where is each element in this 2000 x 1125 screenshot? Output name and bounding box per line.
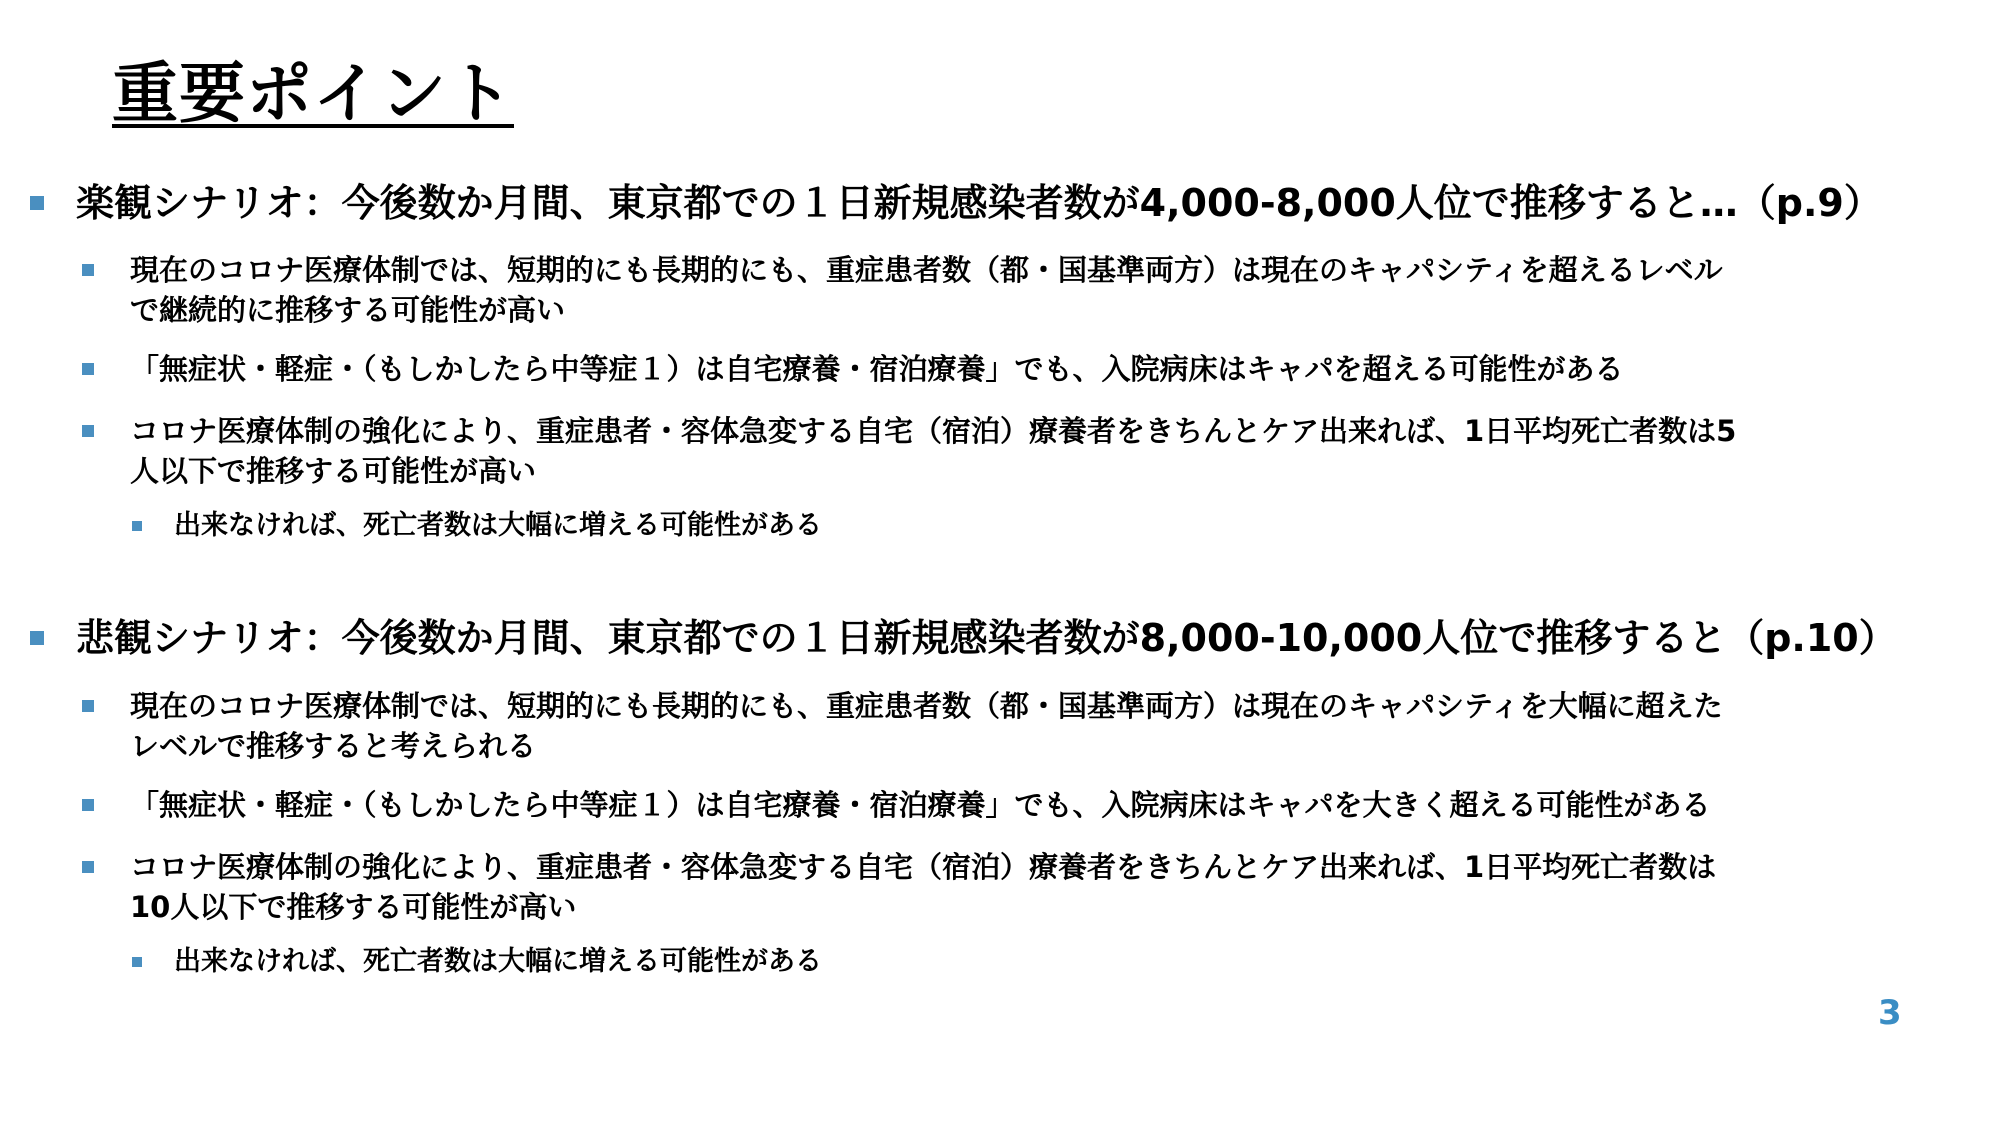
slide-title: 重要ポイント: [112, 55, 514, 132]
bullet-square-icon: [82, 425, 94, 437]
bullet-square-icon: [82, 799, 94, 811]
pessimistic-point-2: 「無症状・軽症・（もしかしたら中等症１）は自宅療養・宿泊療養」でも、入院病床はキャパを大きく超える可能性がある: [130, 788, 1711, 822]
pessimistic-point-1-line-2: レベルで推移すると考えられる: [130, 729, 537, 763]
optimistic-point-3-line-2: 人以下で推移する可能性が高い: [130, 454, 537, 488]
optimistic-point-3-line-1: コロナ医療体制の強化により、重症患者・容体急変する自宅（宿泊）療養者をきちんとケア出来れば、1日平均死亡者数は5: [130, 414, 1737, 448]
optimistic-point-2: 「無症状・軽症・（もしかしたら中等症１）は自宅療養・宿泊療養」でも、入院病床はキャパを超える可能性がある: [130, 352, 1624, 386]
pessimistic-heading: 悲観シナリオ：今後数か月間、東京都での１日新規感染者数が8,000-10,000人位で推移すると（p.10）: [76, 616, 1897, 660]
optimistic-point-1-line-1: 現在のコロナ医療体制では、短期的にも長期的にも、重症患者数（都・国基準両方）は現在のキャパシティを超えるレベル: [130, 253, 1723, 287]
bullet-square-icon: [30, 631, 44, 645]
bullet-square-icon: [82, 363, 94, 375]
pessimistic-point-1-line-1: 現在のコロナ医療体制では、短期的にも長期的にも、重症患者数（都・国基準両方）は現在のキャパシティを大幅に超えた: [130, 689, 1723, 723]
bullet-square-icon: [132, 957, 142, 967]
bullet-square-icon: [30, 196, 44, 210]
pessimistic-point-3-line-1: コロナ医療体制の強化により、重症患者・容体急変する自宅（宿泊）療養者をきちんとケア出来れば、1日平均死亡者数は: [130, 850, 1717, 884]
pessimistic-sub-point: 出来なければ、死亡者数は大幅に増える可能性がある: [174, 946, 822, 977]
optimistic-sub-point: 出来なければ、死亡者数は大幅に増える可能性がある: [174, 510, 822, 541]
bullet-square-icon: [82, 861, 94, 873]
optimistic-heading: 楽観シナリオ：今後数か月間、東京都での１日新規感染者数が4,000-8,000人位で推移すると…（p.9）: [76, 181, 1882, 225]
page-number: 3: [1878, 993, 1902, 1033]
pessimistic-point-3-line-2: 10人以下で推移する可能性が高い: [130, 890, 577, 924]
bullet-square-icon: [82, 264, 94, 276]
bullet-square-icon: [132, 521, 142, 531]
optimistic-point-1-line-2: で継続的に推移する可能性が高い: [130, 293, 566, 327]
bullet-square-icon: [82, 700, 94, 712]
